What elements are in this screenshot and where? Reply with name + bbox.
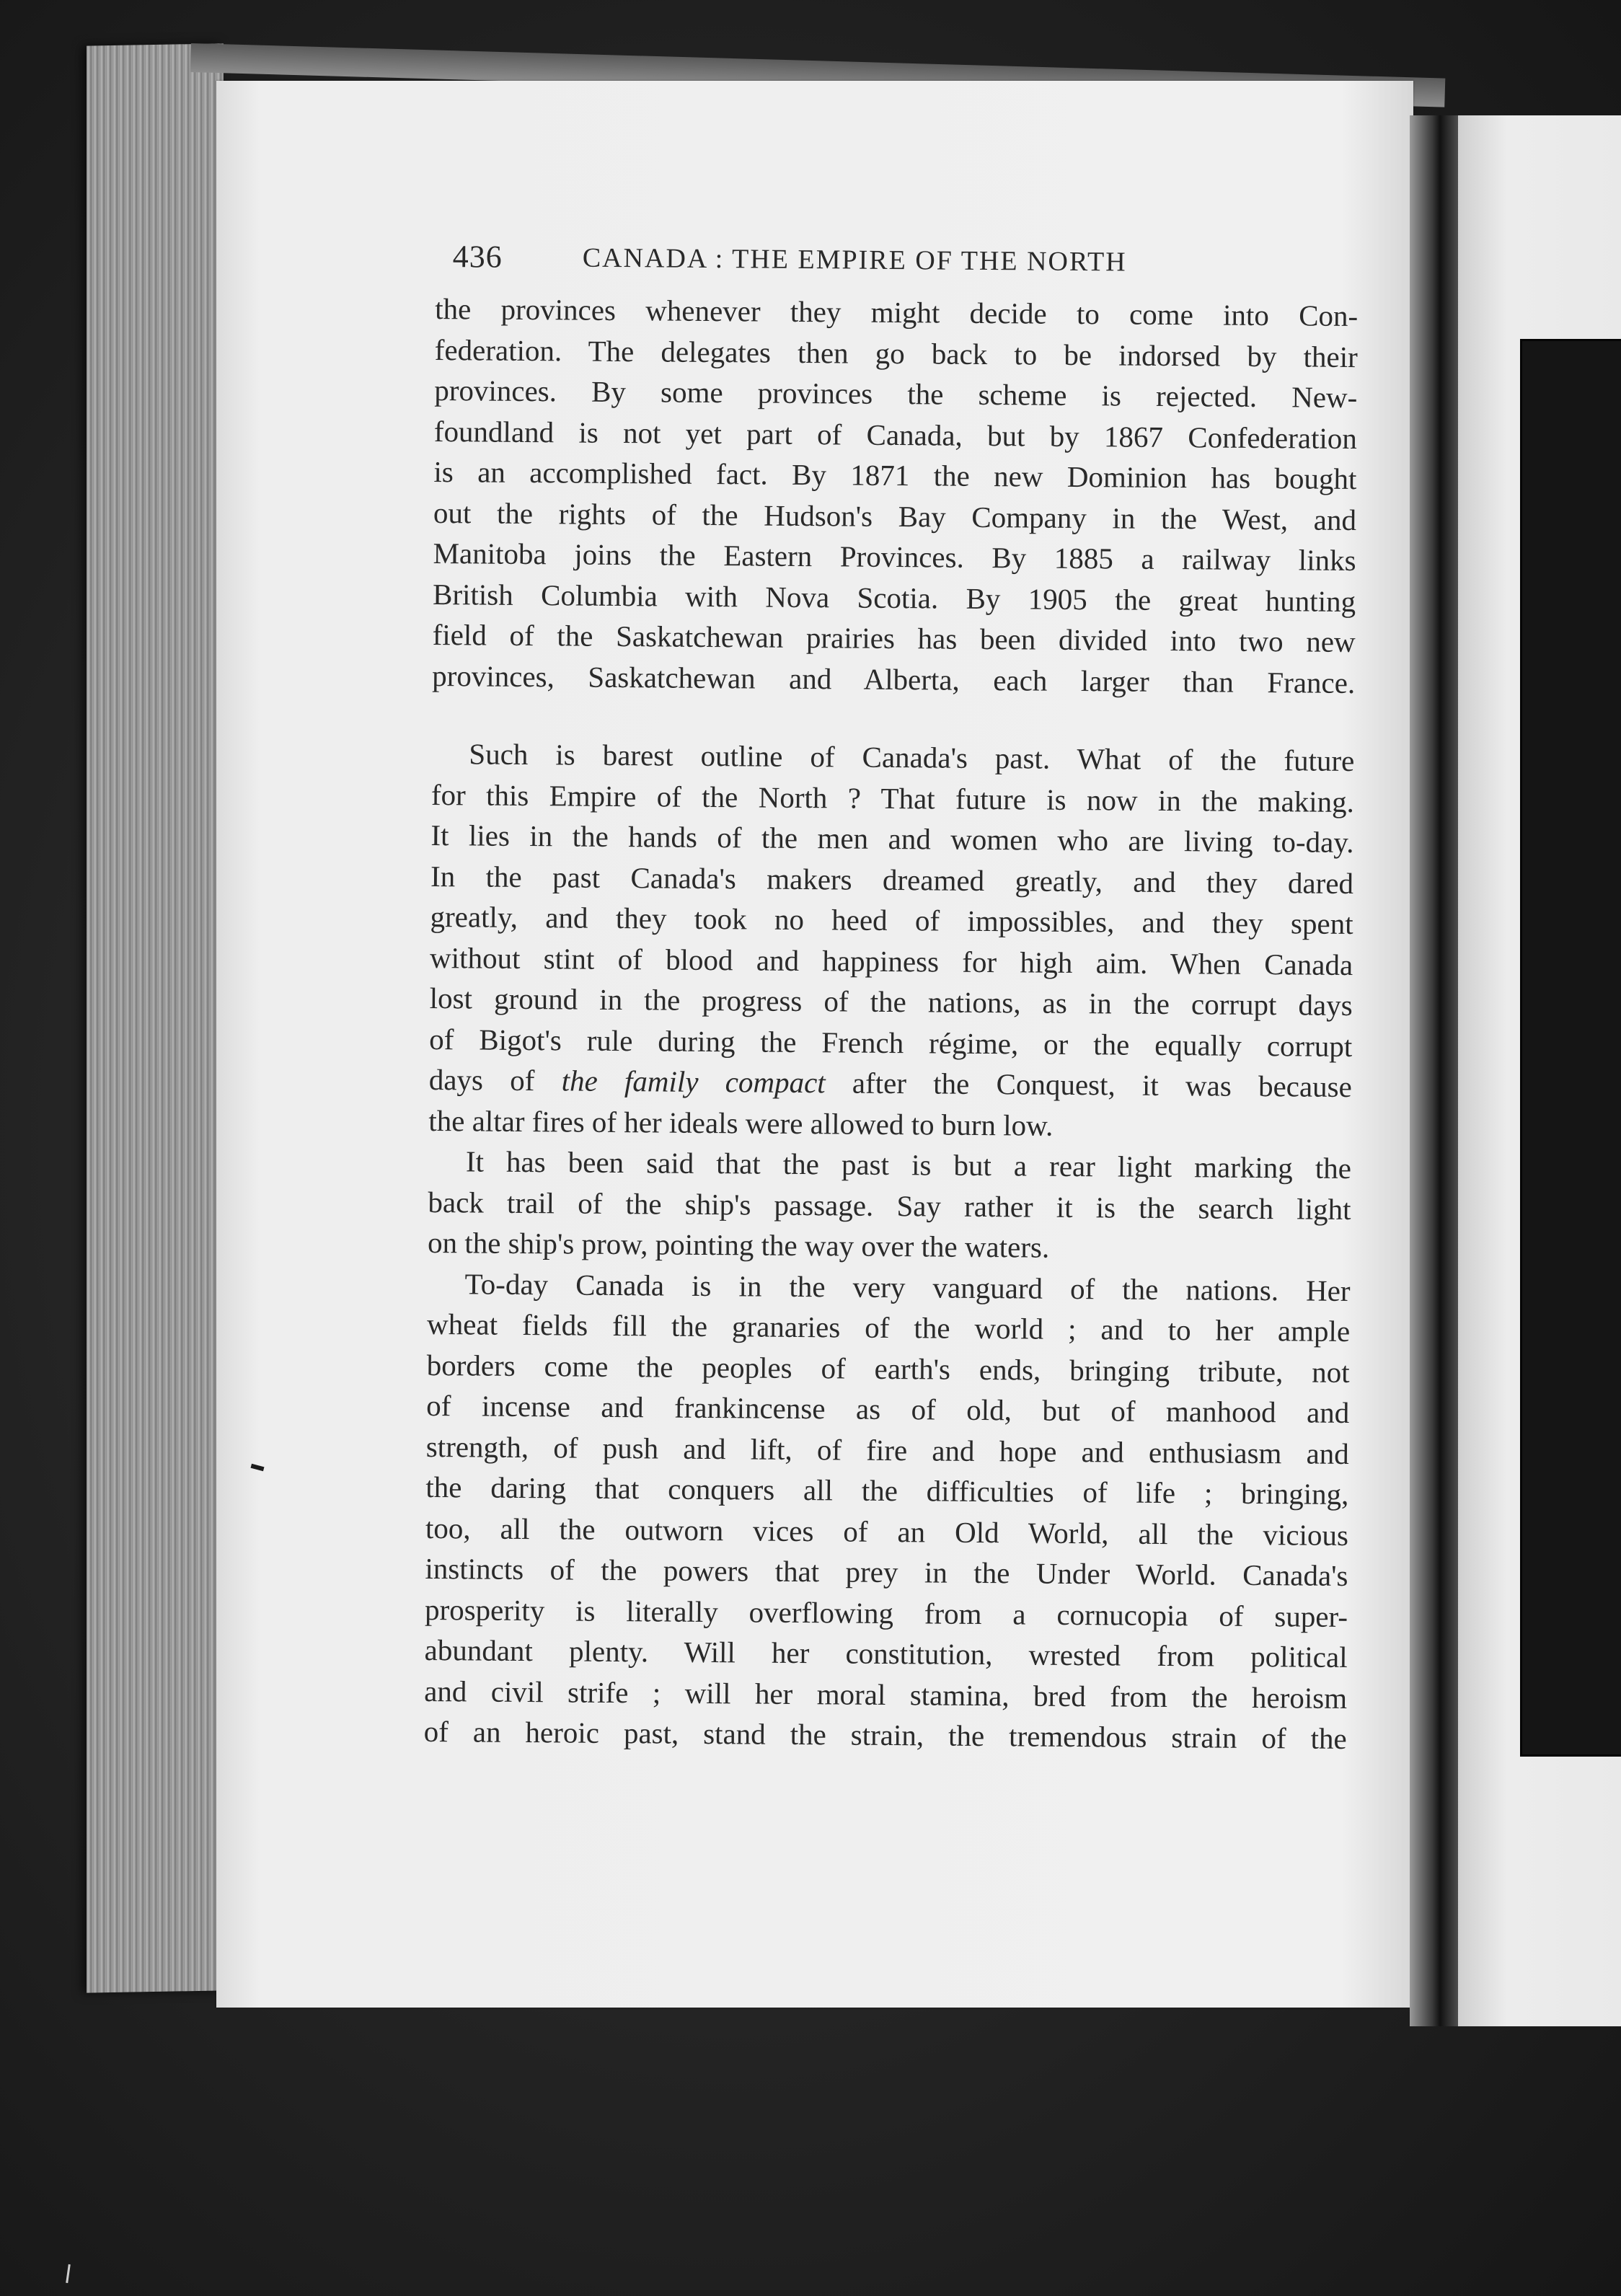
text-line: and civil strife ; will her moral stamina, bred from the heroism [423, 1674, 1348, 1715]
paragraph-2 [428, 733, 1354, 1148]
text-line: borders come the peoples of earth's ends, bringing tribute, not [426, 1348, 1350, 1389]
text-fragment: days of [428, 1062, 535, 1098]
text-line: foundland is not yet part of Canada, but by 1867 Confederation [433, 414, 1358, 455]
text-line: the altar fires of her ideals were allowed to burn low. [428, 1103, 1054, 1142]
text-line: federation. The delegates then go back to be indorsed by their [434, 332, 1358, 374]
text-line: for this Empire of the North ? That future is now in the making. [430, 777, 1355, 818]
paragraph-3 [428, 1141, 1351, 1271]
running-title: CANADA : THE EMPIRE OF THE NORTH [582, 242, 1127, 278]
italic-phrase: the family compact [561, 1064, 826, 1100]
text-line: British Columbia with Nova Scotia. By 1905 the great hunting [432, 577, 1356, 618]
text-line: strength, of push and lift, of fire and hope and enthusiasm and [425, 1429, 1349, 1470]
text-line: greatly, and they took no heed of impossibles, and they spent [430, 899, 1353, 941]
text-line: back trail of the ship's passage. Say rather it is the search light [428, 1185, 1351, 1226]
page-text [424, 238, 1359, 1759]
text-line: instincts of the powers that prey in the Under World. Canada's [425, 1551, 1348, 1592]
text-line: provinces. By some provinces the scheme is rejected. New- [434, 373, 1358, 415]
paragraph-1 [432, 288, 1358, 703]
running-head [435, 238, 1359, 296]
text-line: It lies in the hands of the men and women who are living to-day. [430, 818, 1354, 860]
text-line: out the rights of the Hudson's Bay Company in the West, and [433, 495, 1357, 537]
text-line: the provinces whenever they might decide to come into Con- [435, 291, 1359, 333]
illustration-plate [1520, 339, 1621, 1757]
text-line: of Bigot's rule during the French régime, or the equally corrupt [429, 1022, 1353, 1063]
text-line: too, all the outworn vices of an Old World, all the vicious [425, 1511, 1349, 1552]
text-line: wheat fields fill the granaries of the world ; and to her ample [426, 1307, 1351, 1348]
text-line: of incense and frankincense as of old, but of manhood and [426, 1388, 1350, 1430]
page-edges [87, 43, 224, 1992]
text-line: is an accomplished fact. By 1871 the new Dominion has bought [433, 454, 1357, 496]
text-line: In the past Canada's makers dreamed greatly, and they dared [430, 859, 1354, 900]
text-line: lost ground in the progress of the nations, as in the corrupt days [429, 981, 1353, 1023]
text-line: Such is barest outline of Canada's past. What of the future [469, 737, 1355, 778]
text-fragment: after the Conquest, it was because [852, 1066, 1352, 1104]
text-line: It has been said that the past is but a rear light marking the [465, 1144, 1352, 1185]
text-line: To-day Canada is in the very vanguard of the nations. Her [464, 1266, 1351, 1307]
text-line: provinces, Saskatchewan and Alberta, each larger than France. [432, 658, 1356, 699]
text-line: without stint of blood and happiness for high aim. When Canada [429, 940, 1353, 981]
text-line: prosperity is literally overflowing from a cornucopia of super- [424, 1592, 1348, 1633]
dust-speck [66, 2264, 71, 2283]
paragraph-4 [424, 1263, 1351, 1759]
text-line-mixed [429, 1059, 1352, 1108]
text-line: the daring that conquers all the difficulties of life ; bringing, [425, 1470, 1349, 1511]
book-gutter [1410, 115, 1460, 2026]
text-line: field of the Saskatchewan prairies has been divided into two new [432, 617, 1356, 659]
text-line: Manitoba joins the Eastern Provinces. By 1885 a railway links [433, 536, 1356, 578]
text-line: abundant plenty. Will her constitution, wrested from political [424, 1633, 1348, 1674]
text-line: of an heroic past, stand the strain, the tremendous strain of the [423, 1714, 1347, 1755]
text-line: on the ship's prow, pointing the way over the waters. [427, 1225, 1050, 1264]
page-number: 436 [452, 239, 503, 275]
